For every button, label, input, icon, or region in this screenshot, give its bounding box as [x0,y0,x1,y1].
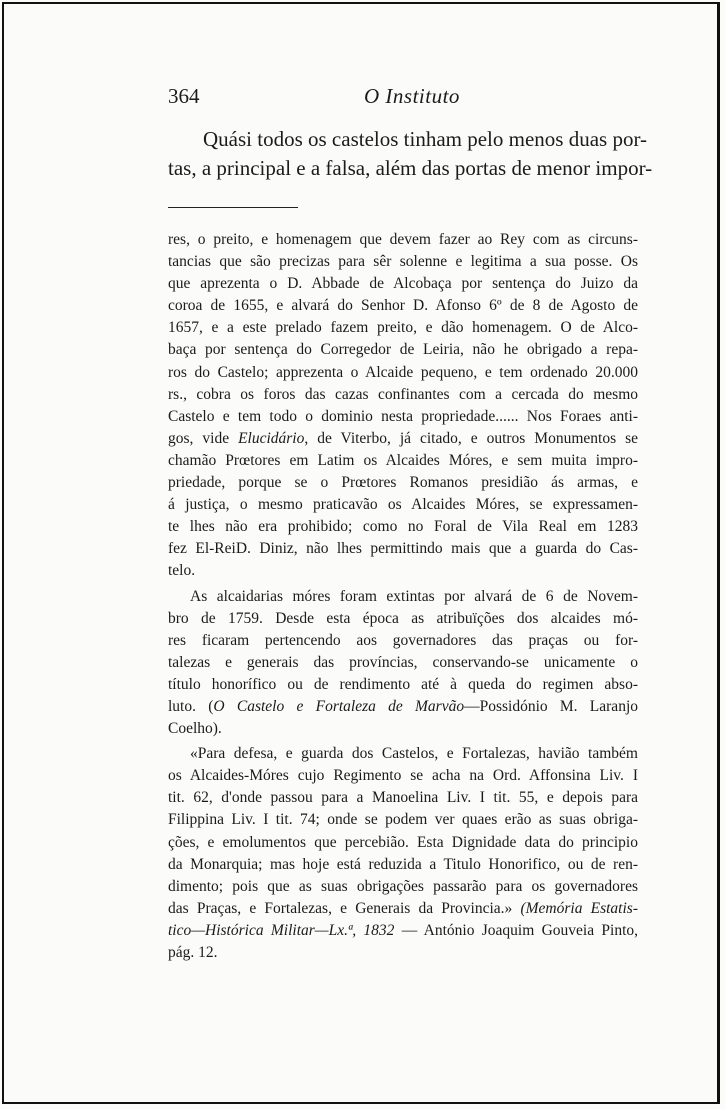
main-line-1: Quási todos os castelos tinham pelo menos duas por- [203,127,648,151]
footnote-line: talezas e generais das províncias, conservando-se unicamente o [168,653,638,671]
footnote-line-mixed [168,428,638,450]
footnote-line: tit. 62, d'onde passou para a Manoelina Liv. I tit. 55, e depois para [168,789,638,807]
footnote-separator [168,207,298,208]
footnote-line: 1657, e a este prelado fazem preito, e dão homenagem. O de Alco- [168,319,638,337]
text-segment: gos, vide [168,429,239,447]
footnote-line: Filippina Liv. I tit. 74; onde se podem ver quaes erão as suas obriga- [168,811,638,829]
footnote-line: chamão Prœtores em Latim os Alcaides Móres, e sem muita impro- [168,451,638,469]
footnote-line: coroa de 1655, e alvará do Senhor D. Afonso 6º de 8 de Agosto de [168,297,638,315]
text-segment: — António Joaquim Gouveia Pinto, [394,921,638,939]
footnote-line: As alcaidarias móres foram extintas por alvará de 6 de Novem- [190,587,638,605]
footnote-line: tancias que são precizas para sêr solenne e legitima a sua posse. Os [168,253,638,271]
italic-reference: O Castelo e Fortaleza de Marvão [213,697,465,715]
footnote-line: dimento; pois que as suas obrigações passarão para os governadores [168,877,638,895]
footnote-line: ções, e emolumentos que percebião. Esta Dignidade data do principio [168,833,638,851]
footnote-line: título honorífico ou de rendimento até à queda do regimen abso- [168,675,638,693]
main-text [168,125,653,183]
footnote-line-mixed [168,696,638,718]
footnotes [168,229,638,964]
footnote-line: res ficaram pertencendo aos governadores das praças ou for- [168,631,638,649]
text-segment: , de Viterbo, já citado, e outros Monumentos se [304,429,638,447]
footnote-line: Coelho). [168,720,222,738]
page-header [168,84,638,114]
main-paragraph [168,125,653,183]
footnote-line: da Monarquia; mas hoje está reduzida a Titulo Honorifico, ou de ren- [168,855,638,873]
italic-reference: tico—Histórica Militar—Lx.ª, 1832 [168,921,395,939]
footnote-line: priedade, porque se o Prœtores Romanos presidião ás armas, e [168,474,638,492]
text-segment: das Praças, e Fortalezas, e Generais da Provincia.» [168,899,521,917]
footnote-line-mixed [168,920,638,942]
footnote-paragraph-3 [168,743,638,964]
italic-reference: Elucidário [238,429,305,447]
footnote-line: te lhes não era prohibido; como no Foral de Vila Real em 1283 [168,518,638,536]
footnote-line: pág. 12. [168,944,218,961]
page-number: 364 [168,84,200,108]
footnote-line-mixed [168,898,638,920]
footnote-line: Castelo e tem todo o dominio nesta propriedade...... Nos Foraes anti- [168,407,638,425]
footnote-line: rs., cobra os foros das cazas confinantes com a cercada do mesmo [168,385,638,403]
footnote-line: telo. [168,562,196,580]
footnote-line: «Para defesa, e guarda dos Castelos, e Fortalezas, havião também [190,745,638,763]
footnote-paragraph-2 [168,586,638,741]
footnote-line: baça por sentença do Corregedor de Leiria, não he obrigado a repa- [168,341,638,359]
footnote-line: fez El-ReiD. Diniz, não lhes permittindo mais que a guarda do Cas- [168,540,638,558]
italic-reference: (Memória Estatis- [520,899,638,917]
footnote-line: res, o preito, e homenagem que devem fazer ao Rey com as circuns- [168,231,638,248]
text-segment: —Possidónio M. Laranjo [464,697,638,715]
footnote-paragraph-1 [168,229,638,583]
footnote-line: bro de 1759. Desde esta época as atribuïções dos alcaides mó- [168,609,638,627]
footnote-line: ros do Castelo; apprezenta o Alcaide pequeno, e tem ordenado 20.000 [168,363,638,381]
running-title: O Instituto [364,84,460,108]
text-segment: luto. ( [168,697,214,715]
footnote-line: os Alcaides-Móres cujo Regimento se acha na Ord. Affonsina Liv. I [168,767,638,785]
footnote-line: que aprezenta o D. Abbade de Alcobaça por sentença do Juizo da [168,275,638,293]
main-line-2: tas, a principal e a falsa, além das portas de menor impor- [168,156,653,180]
footnote-line: á justiça, o mesmo praticavão os Alcaides Móres, se expressamen- [168,496,638,514]
